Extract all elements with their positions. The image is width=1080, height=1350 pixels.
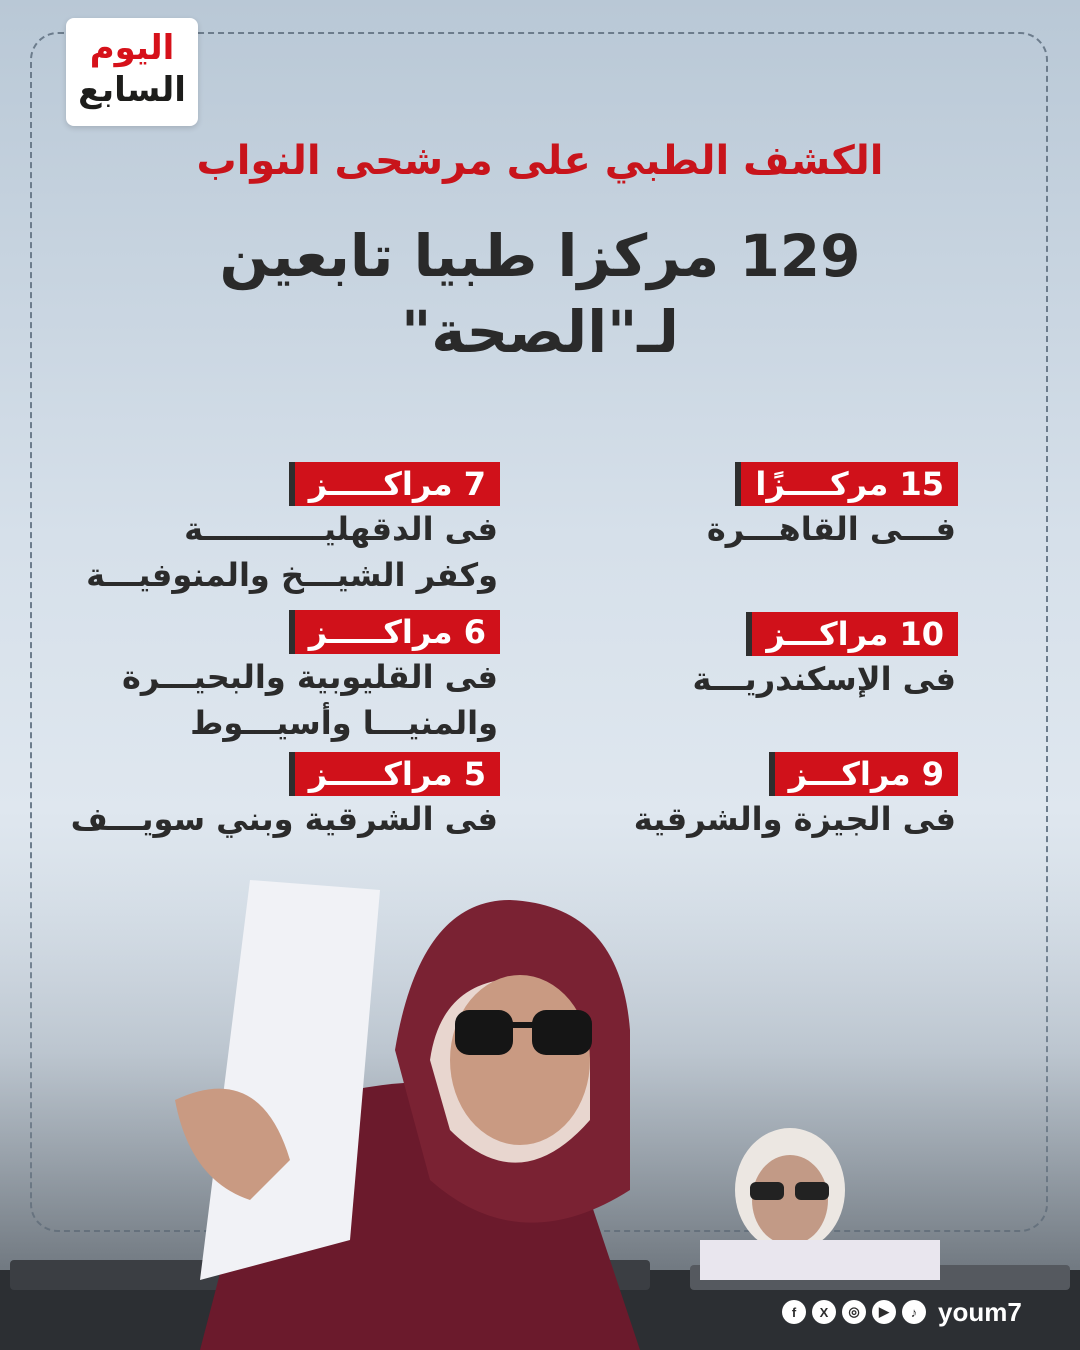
count-badge: 6 مراكـــــز [295,610,500,654]
kicker-title: الكشف الطبي على مرشحى النواب [196,138,884,184]
location-text: فـــى القاهـــرة [706,510,956,548]
count-badge: 9 مراكـــز [775,752,958,796]
headline: 129 مركزا طبيا تابعين لـ"الصحة" [219,222,861,366]
count-badge: 7 مراكـــــز [295,462,500,506]
stat-item [60,462,500,610]
brand-line-1: اليوم [89,28,175,68]
location-text: فى الإسكندريـــة [692,660,956,698]
instagram-icon[interactable]: ◎ [842,1300,866,1324]
social-bar [782,1296,1022,1328]
count-badge: 5 مراكـــــز [295,752,500,796]
location-text: فى الدقهليـــــــــــة وكفر الشيـــخ والمنوفيـــة [86,510,498,594]
x-icon[interactable]: X [812,1300,836,1324]
youtube-icon[interactable]: ▶ [872,1300,896,1324]
location-text: فى القليوبية والبحيـــرة والمنيـــا وأسيـــوط [122,658,498,742]
location-text: فى الجيزة والشرقية [633,800,956,838]
facebook-icon[interactable]: f [782,1300,806,1324]
left-column [60,462,500,842]
stat-item [60,610,500,752]
brand-line-2: السابع [78,70,186,110]
stat-item [628,612,958,752]
stat-item [628,752,958,842]
stat-item [628,462,958,612]
voter-photo [0,860,1080,1350]
right-column [628,462,958,842]
location-text: فى الشرقية وبني سويـــف [70,800,498,838]
tiktok-icon[interactable]: ♪ [902,1300,926,1324]
social-handle[interactable]: youm7 [938,1296,1022,1327]
brand-logo [66,18,198,126]
count-badge: 15 مركــــزًا [741,462,958,506]
stat-item [60,752,500,842]
count-badge: 10 مراكـــز [752,612,958,656]
